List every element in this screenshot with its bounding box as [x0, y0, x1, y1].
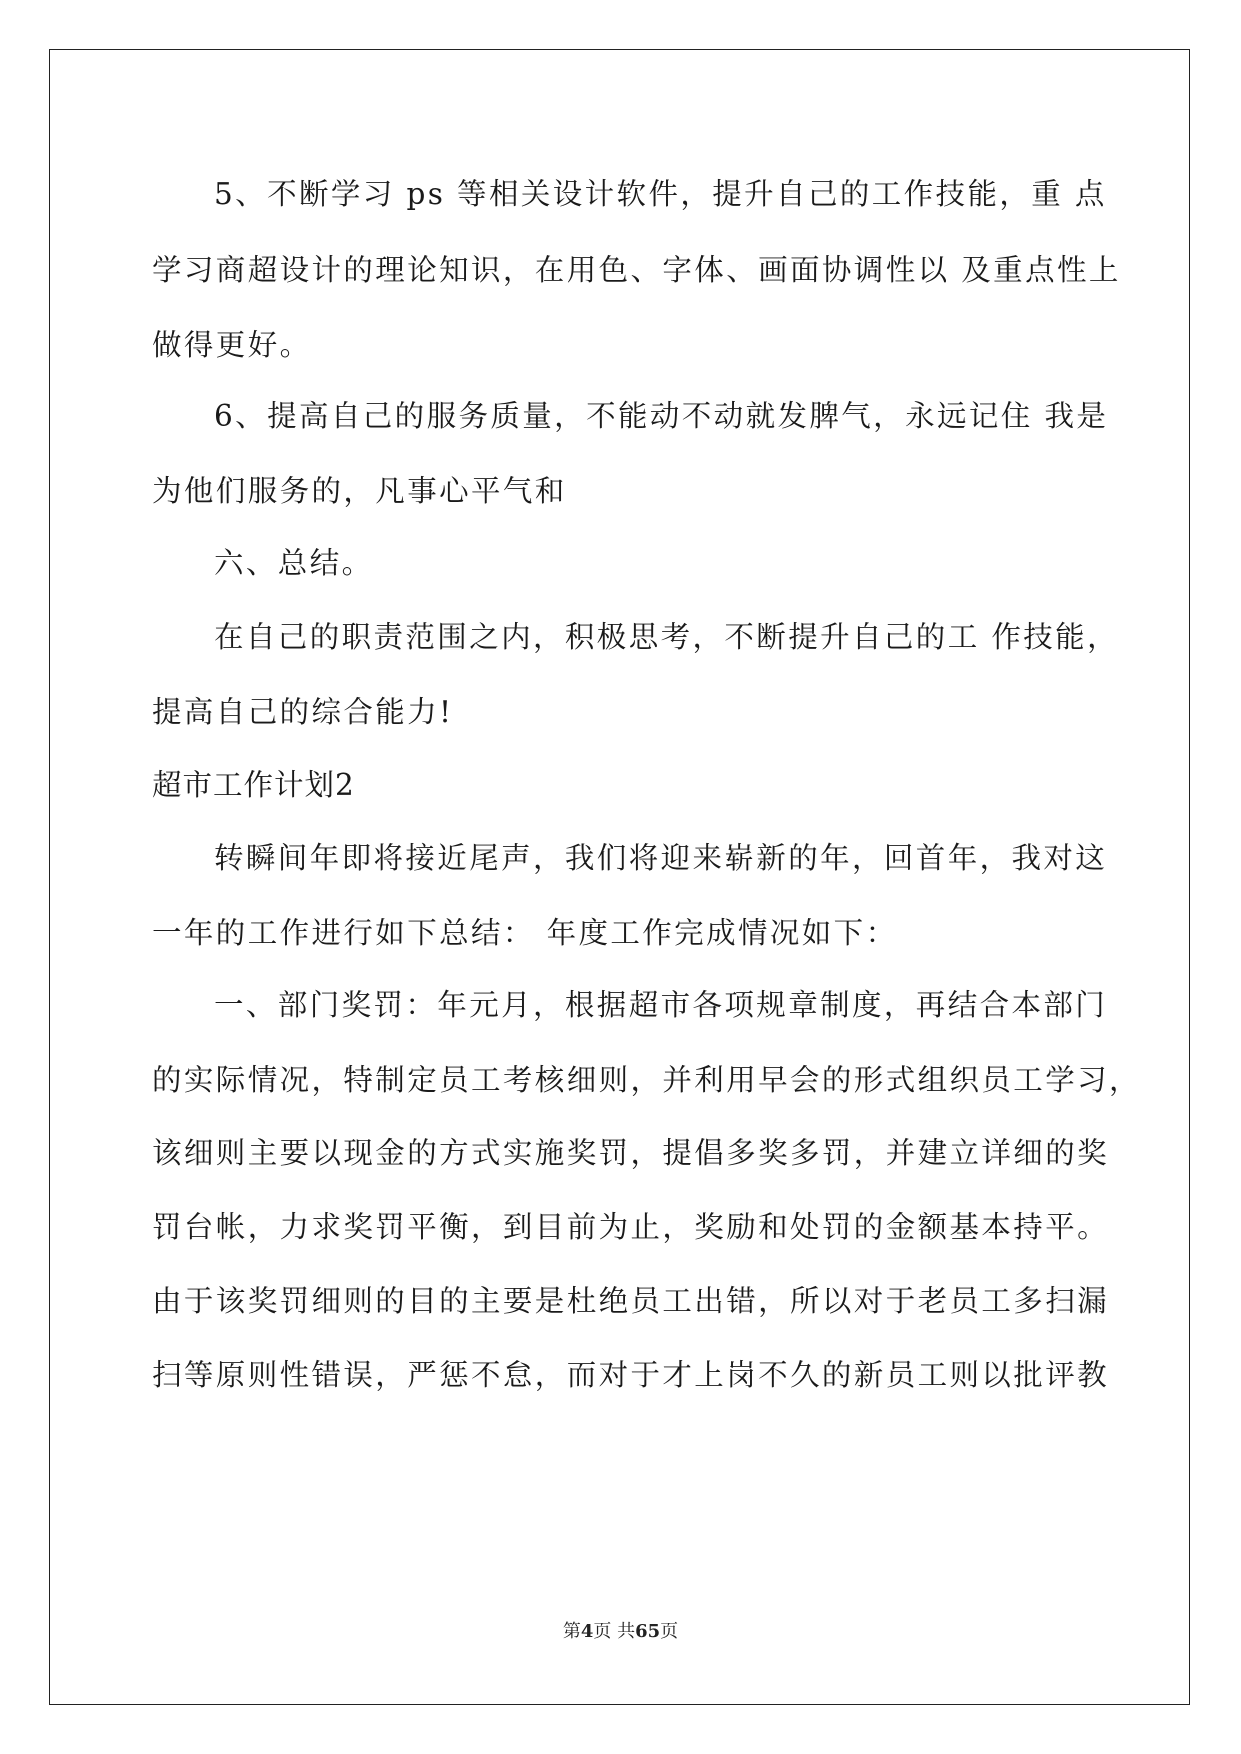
- paragraph-line: 的实际情况，特制定员工考核细则，并利用早会的形式组织员工学习，: [152, 1063, 1141, 1097]
- paragraph-line: 罚台帐，力求奖罚平衡，到目前为止，奖励和处罚的金额基本持平。: [152, 1210, 1110, 1244]
- paragraph-line: 扫等原则性错误，严惩不怠，而对于才上岗不久的新员工则以批评教: [152, 1358, 1110, 1392]
- paragraph-line: 一、部门奖罚：年元月，根据超市各项规章制度，再结合本部门: [214, 988, 1108, 1022]
- paragraph-line: 6、提高自己的服务质量，不能动不动就发脾气，永远记住 我是: [214, 399, 1109, 433]
- paragraph-line: 在自己的职责范围之内，积极思考，不断提升自己的工 作技能，: [214, 620, 1119, 654]
- footer-prefix: 第: [562, 1621, 581, 1642]
- current-page-number: 4: [580, 1621, 594, 1642]
- page-footer: [0, 1617, 1241, 1643]
- total-page-number: 65: [635, 1621, 661, 1642]
- paragraph-line: 由于该奖罚细则的目的主要是杜绝员工出错，所以对于老员工多扫漏: [152, 1284, 1110, 1318]
- paragraph-line: 做得更好。: [152, 328, 312, 362]
- footer-middle: 页 共: [593, 1621, 636, 1642]
- paragraph-line: 一年的工作进行如下总结： 年度工作完成情况如下：: [152, 916, 898, 950]
- paragraph-line: 转瞬间年即将接近尾声，我们将迎来崭新的年，回首年，我对这: [214, 841, 1108, 875]
- paragraph-line: 5、不断学习 ps 等相关设计软件，提升自己的工作技能，重 点: [214, 177, 1107, 211]
- paragraph-line: 提高自己的综合能力!: [152, 695, 454, 729]
- document-heading: 超市工作计划2: [152, 768, 355, 802]
- paragraph-line: 为他们服务的，凡事心平气和: [152, 474, 567, 508]
- paragraph-line: 学习商超设计的理论知识，在用色、字体、画面协调性以 及重点性上: [152, 253, 1121, 287]
- section-heading-summary: 六、总结。: [214, 546, 374, 580]
- footer-suffix: 页: [660, 1621, 679, 1642]
- paragraph-line: 该细则主要以现金的方式实施奖罚，提倡多奖多罚，并建立详细的奖: [152, 1136, 1110, 1170]
